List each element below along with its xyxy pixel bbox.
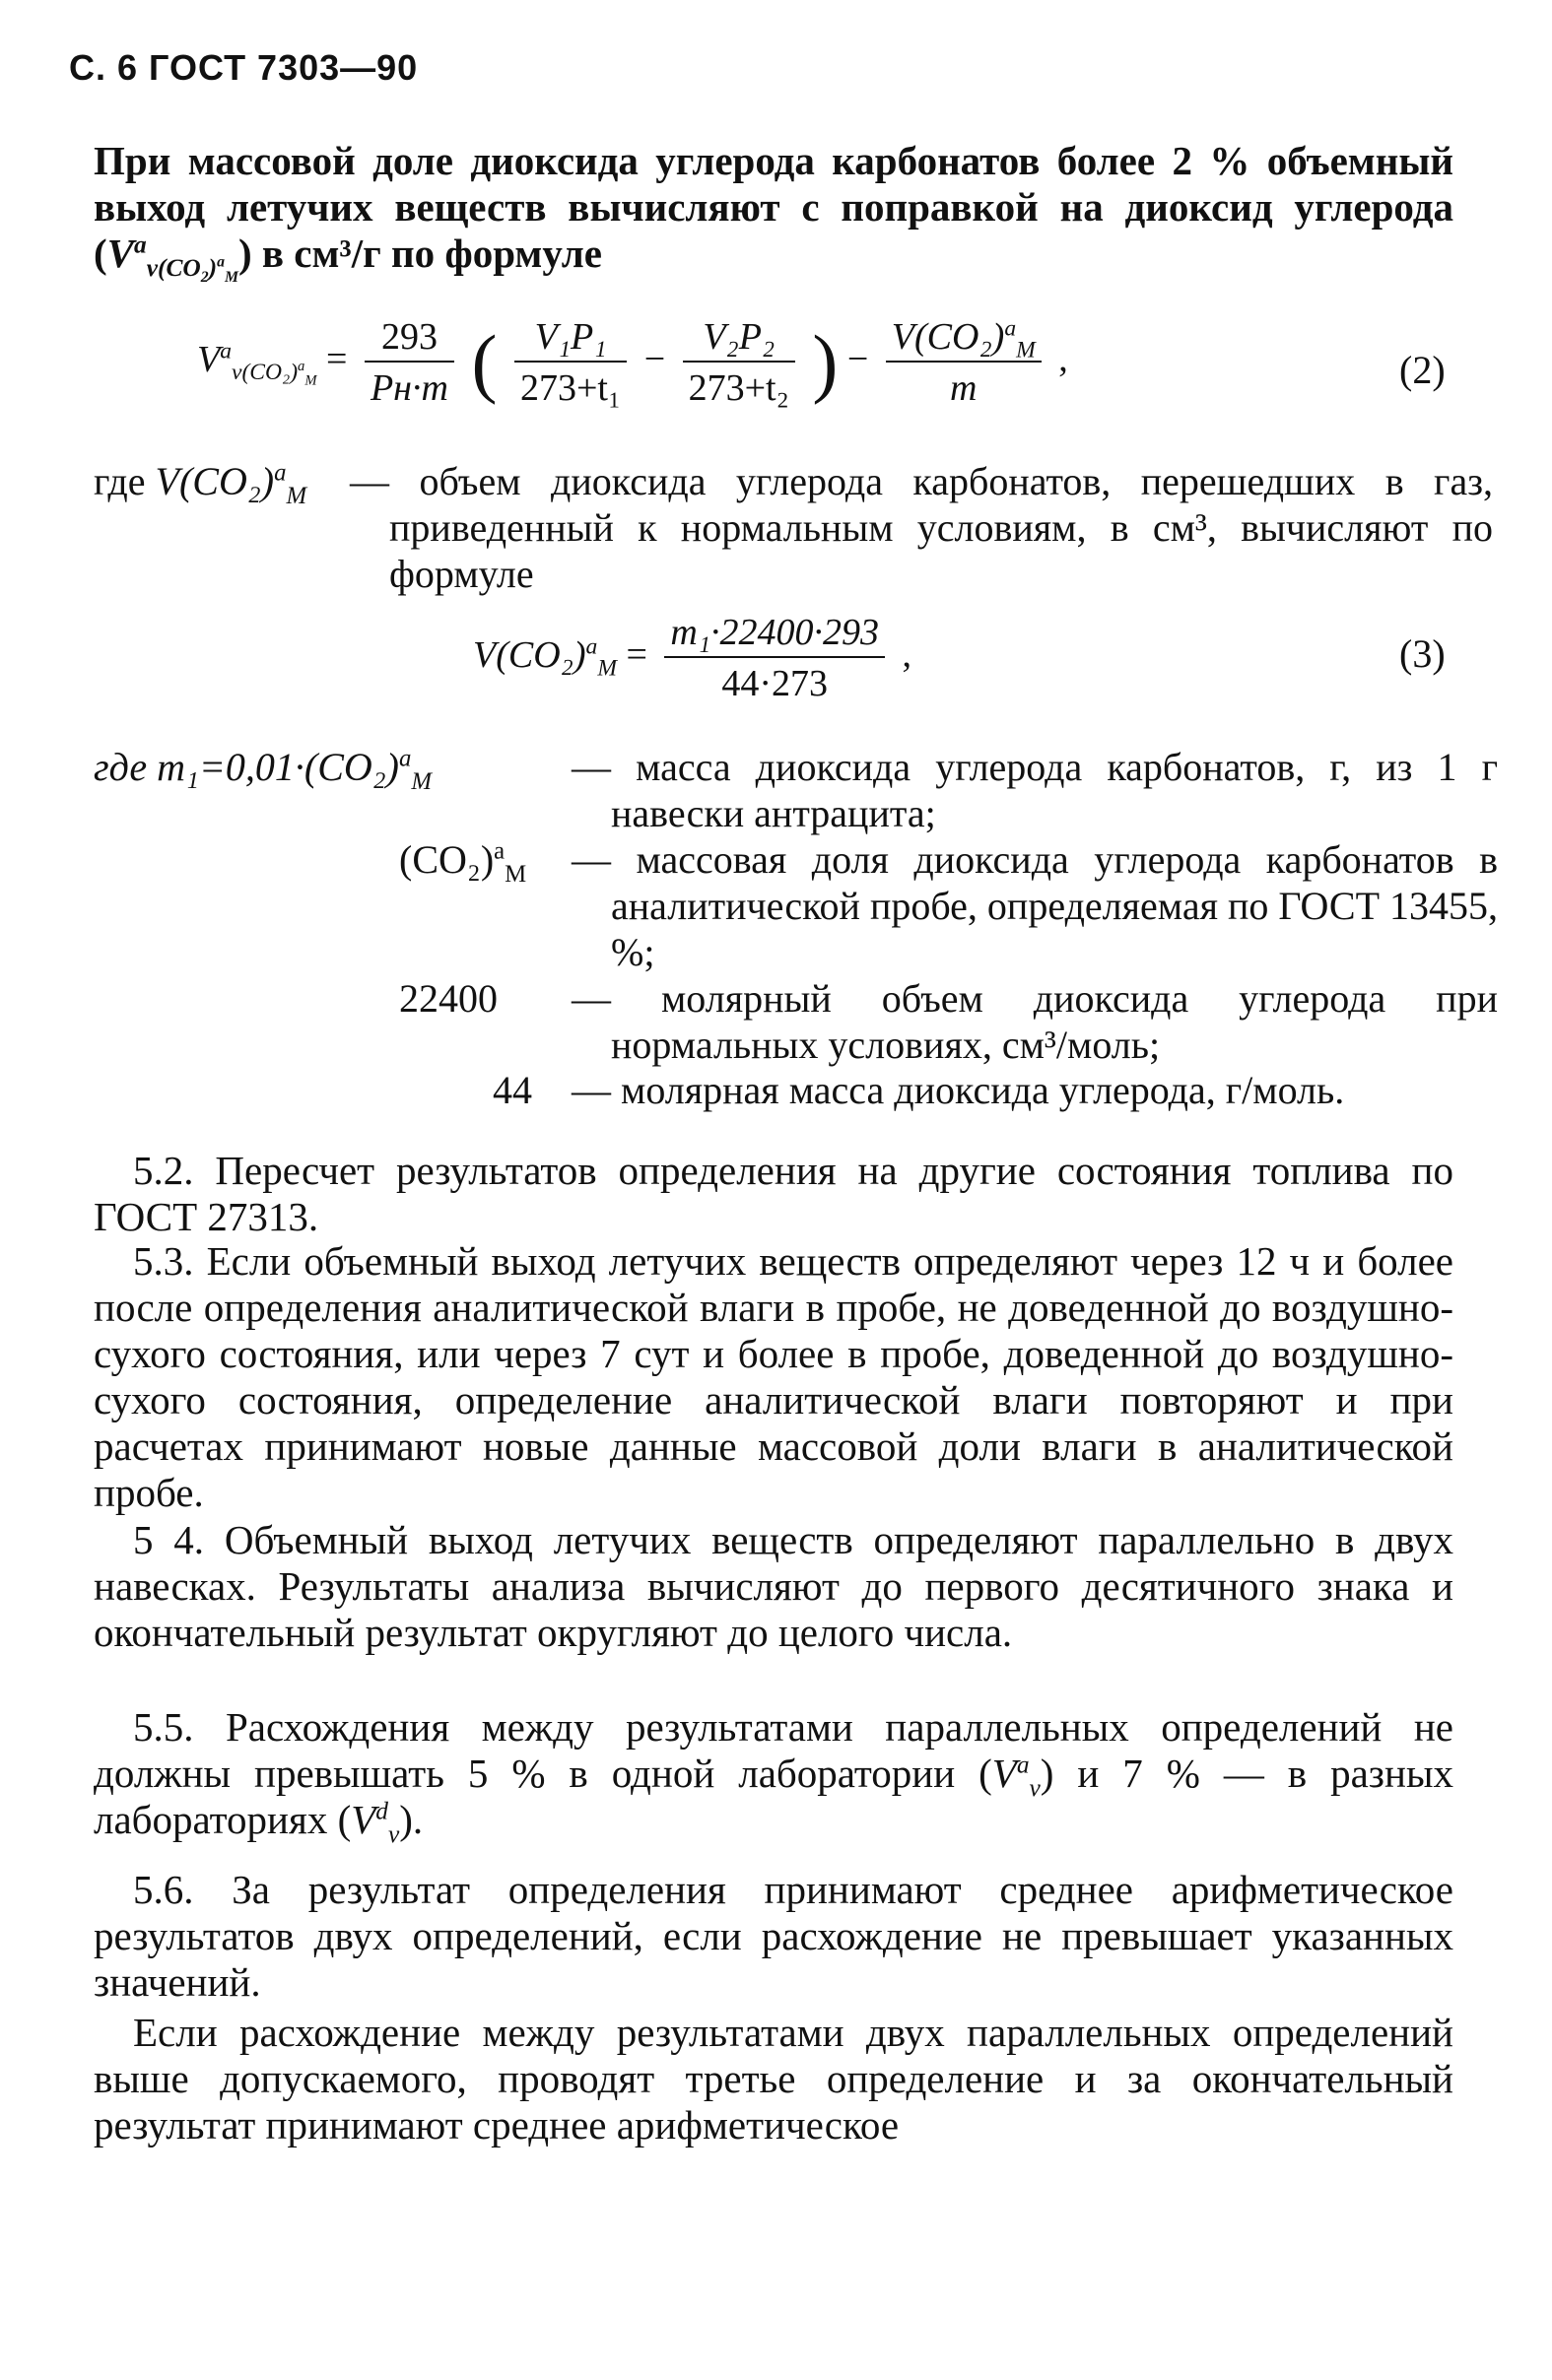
document-page: С. 6 ГОСТ 7303—90 При массовой доле диоксида углерода карбонатов более 2 % объемный выход летучих веществ вычисляют с поправкой на диоксид углерода $(V^a_{v(CO_2)^a_М})$ в см³/г по формуле $V^a_{v(CO_2)^a_М}$ = $\frac{293}{Pн\cdot m}$ ( $\frac{\text{V₁P₁}}{\text{273+t₁}}$ − $\frac{\text{V₂P₂}}{\text{273+t₂}}$ ) − $\frac{V(CO_2)^a_М}{m}$ , (2) где $V(CO_2)^a_М$ — объем диоксида углерода карбонатов, перешедших в газ, приведенный к нормальным условиям, в см³, вычисляют по формуле $V(CO_2)^a_М$ = $\frac{\text{m₁·22400·293}}{44\cdot 273}$ , (3) где $m_1=0,01\cdot(CO_2)^a_М$ — масса диоксида углерода карбонатов, г, из 1 г навески антрацита; $(CO_2)^a_М$ — массовая доля диоксида углерода карбонатов в аналитической пробе, определяемая по ГОСТ 13455, %; 22400 — молярный объем диоксида углерода при нормальных условиях, см³/моль; 44 — молярная масса диоксида углерода, г/моль. 5.2. Пересчет результатов определения на другие состояния топлива по ГОСТ 27313. 5.3. Если объемный выход летучих веществ определяют через 12 ч и более после определения аналитической влаги в пробе, не доведенной до воздушно-сухого состояния, или через 7 сут и более в пробе, доведенной до воздушно-сухого состояния, определение аналитической влаги повторяют и при расчетах принимают новые данные массовой доли влаги в аналитической пробе. 5 4. Объемный выход летучих веществ определяют параллельно в двух навесках. Результаты анализа вычисляют до первого десятичного знака и окончательный результат округляют до целого числа. 5.5. Расхождения между результатами параллельных определений не должны превышать 5 % в одной лаборатории $(V^a_v)$ и 7 % — в разных лабораториях $(V^d_v)$. 5.6. За результат определения принимают среднее арифметическое результатов двух определений, если расхождение не превышает указанных значений. Если расхождение между результатами двух параллельных определений выше допускаемого, проводят третье определение и за окончательный результат принимают среднее арифметическое xyxy=(0,0,1552,2380)
formula-2: $V^a_{v(CO_2)^a_М}$ = $\frac{293}{Pн\cdot m}$ ( $\frac{\text{V₁P₁}}{\text{273+t₁}}$ − $\frac{\text{V₂P₂}}{\text{273+t₂}}$ ) − $\frac{V(CO_2)^a_М}{m}$ , xyxy=(197,315,1068,409)
closing-paragraph: Если расхождение между результатами двух параллельных определений выше допускаемого, проводят третье определение и за окончательный результат принимают среднее арифметическое xyxy=(94,2010,1453,2148)
intro-text-1: При массовой доле диоксида углерода карбонатов более 2 % объемный выход летучих веществ вычисляют с поправкой на диоксид углерода ( xyxy=(94,138,1453,276)
formula2-lhs: $V^a_{v(CO_2)^a_М}$ xyxy=(197,338,317,390)
formula2-term2: $\frac{\text{V₂P₂}}{\text{273+t₂}}$ xyxy=(683,315,795,410)
formula2-term3: $\frac{V(CO_2)^a_М}{m}$ xyxy=(886,315,1042,410)
symbol-Vd-v: $V^d_v$ xyxy=(351,1797,400,1849)
formula2-number: (2) xyxy=(1399,348,1446,392)
formula3-lhs: $V(CO_2)^a_М$ xyxy=(473,633,617,682)
def-44-text: — молярная масса диоксида углерода, г/моль. xyxy=(572,1068,1345,1112)
section-5-5: 5.5. Расхождения между результатами параллельных определений не должны превышать 5 % в одной лаборатории $(V^a_v)$ и 7 % — в разных лабораториях $(V^d_v)$. xyxy=(94,1704,1453,1849)
formula3-number: (3) xyxy=(1399,631,1446,676)
where1-text: — объем диоксида углерода карбонатов, перешедших в газ, приведенный к нормальным условиям, в см³, вычисляют по формуле xyxy=(350,459,1493,596)
where-block-2 xyxy=(0,744,1552,1157)
formula3-fraction: $\frac{\text{m₁·22400·293}}{44\cdot 273}$ xyxy=(664,611,885,705)
section-5-2: 5.2. Пересчет результатов определения на другие состояния топлива по ГОСТ 27313. xyxy=(94,1148,1453,1239)
section-5-3: 5.3. Если объемный выход летучих веществ определяют через 12 ч и более после определения аналитической влаги в пробе, не доведенной до воздушно-сухого состояния, или через 7 сут и более в пробе, доведенной до воздушно-сухого состояния, определение аналитической влаги повторяют и при расчетах принимают новые данные массовой доли влаги в аналитической пробе. xyxy=(94,1238,1453,1515)
section-5-4: 5 4. Объемный выход летучих веществ определяют параллельно в двух навесках. Результаты анализа вычисляют до первого десятичного знака и окончательный результат округляют до целого числа. xyxy=(94,1517,1453,1655)
where1-symbol: $V(CO_2)^a_М$ xyxy=(155,459,307,509)
def-22400-text: — молярный объем диоксида углерода при нормальных условиях, см³/моль; xyxy=(572,976,1498,1067)
def-44-symbol: 44 xyxy=(493,1068,532,1112)
intro-symbol: $V^a_{v(CO_2)^a_М}$ xyxy=(106,231,238,287)
symbol-Va-v: $V^a_v$ xyxy=(991,1751,1041,1803)
def-m1-text: — масса диоксида углерода карбонатов, г, из 1 г навески антрацита; xyxy=(572,745,1498,835)
page-header: С. 6 ГОСТ 7303—90 xyxy=(69,47,419,88)
def-m1-symbol: где $m_1=0,01\cdot(CO_2)^a_М$ xyxy=(94,745,433,795)
intro-text-2: ) в см³/г по формуле xyxy=(238,231,602,276)
formula2-term1: $\frac{\text{V₁P₁}}{\text{273+t₁}}$ xyxy=(514,315,627,410)
formula2-coef: $\frac{293}{Pн\cdot m}$ xyxy=(365,315,454,410)
formula-3: $V(CO_2)^a_М$ = $\frac{\text{m₁·22400·293}}{44\cdot 273}$ , xyxy=(473,612,912,704)
section-5-6: 5.6. За результат определения принимают среднее арифметическое результатов двух определений, если расхождение не превышает указанных значений. xyxy=(94,1867,1453,2005)
def-co2-text: — массовая доля диоксида углерода карбонатов в аналитической пробе, определяемая по ГОСТ 13455, %; xyxy=(572,837,1498,974)
def-co2-symbol: $(CO_2)^a_М$ xyxy=(399,837,527,888)
intro-paragraph xyxy=(94,138,1453,287)
def-22400-symbol: 22400 xyxy=(399,976,498,1021)
